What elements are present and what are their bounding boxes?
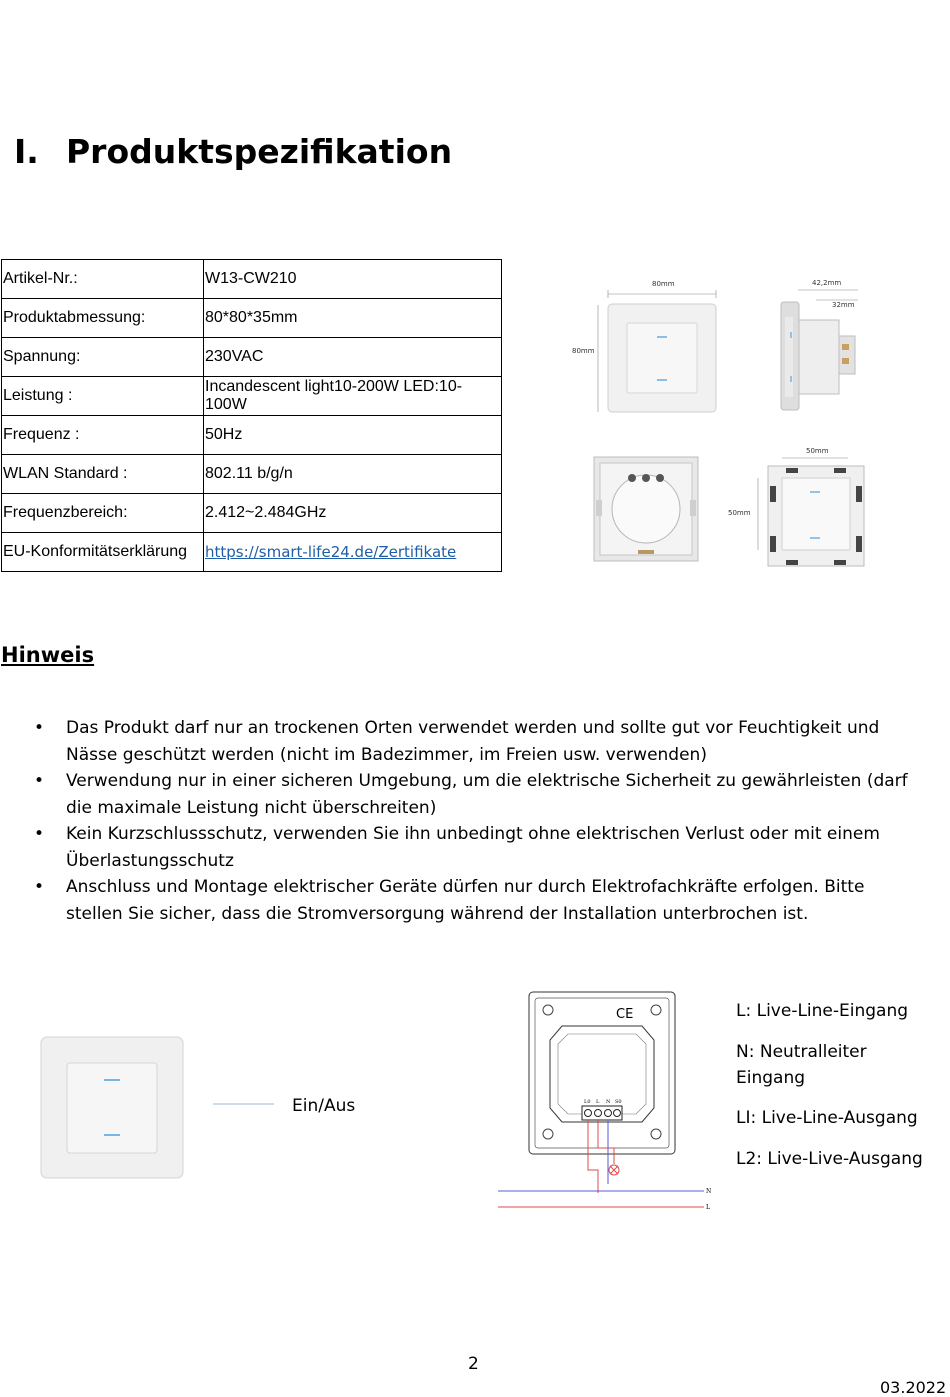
bullet-icon: • (34, 824, 45, 844)
list-item (34, 821, 918, 874)
note-text: Verwendung nur in einer sicheren Umgebung, um die elektrische Sicherheit zu gewährleisten (darf die maximale Leistung nicht überschreiten) (66, 771, 908, 818)
table-row (2, 377, 502, 416)
spec-key: Frequenzbereich: (2, 494, 204, 533)
line-label-l: L (706, 1204, 710, 1211)
notes-heading: Hinweis (1, 643, 95, 667)
certificate-link[interactable]: https://smart-life24.de/Zertifikate (205, 542, 457, 561)
switch-front-image (38, 1034, 278, 1184)
spec-value: 50Hz (204, 416, 502, 455)
table-row (2, 494, 502, 533)
note-text: Das Produkt darf nur an trockenen Orten verwendet werden und sollte gut vor Feuchtigkeit und Nässe geschützt werden (nicht im Badezimmer, im Freien usw. verwenden) (66, 718, 880, 765)
document-date: 03.2022 (880, 1378, 947, 1397)
spec-value: W13-CW210 (204, 260, 502, 299)
spec-key: WLAN Standard : (2, 455, 204, 494)
dim-front-width: 80mm (652, 280, 675, 288)
spec-key: Spannung: (2, 338, 204, 377)
section-title: Produktspezifikation (66, 132, 453, 171)
module-view-image (728, 447, 864, 566)
list-item (34, 768, 918, 821)
product-dimension-drawings (560, 272, 880, 582)
wiring-legend-l1: LI: Live-Line-Ausgang (736, 1108, 918, 1128)
wiring-legend-l: L: Live-Line-Eingang (736, 1001, 909, 1021)
dim-front-height: 80mm (572, 347, 595, 355)
spec-key: Artikel-Nr.: (2, 260, 204, 299)
bullet-icon: • (34, 877, 45, 897)
switch-label: Ein/Aus (292, 1096, 356, 1116)
front-view-image (572, 280, 716, 412)
section-number: I. (14, 132, 39, 171)
section-heading (14, 132, 452, 171)
notes-list (34, 715, 918, 927)
bullet-icon: • (34, 718, 45, 738)
line-label-n: N (706, 1188, 712, 1195)
spec-key: Leistung : (2, 377, 204, 416)
dim-side-depth: 42,2mm (812, 279, 842, 287)
spec-key: Frequenz : (2, 416, 204, 455)
dim-module-height: 50mm (728, 509, 751, 517)
dim-module-width: 50mm (806, 447, 829, 455)
spec-key: EU-Konformitätserklärung (2, 533, 204, 572)
spec-key: Produktabmessung: (2, 299, 204, 338)
back-view-image (594, 457, 698, 561)
table-row (2, 299, 502, 338)
terminal-label: N (606, 1099, 611, 1105)
table-row (2, 260, 502, 299)
spec-value: 802.11 b/g/n (204, 455, 502, 494)
terminal-label: L (596, 1099, 600, 1105)
table-row (2, 455, 502, 494)
table-row (2, 338, 502, 377)
spec-value: 230VAC (204, 338, 502, 377)
wiring-diagram (496, 988, 722, 1214)
dim-side-inner: 32mm (832, 301, 855, 309)
spec-table (1, 259, 502, 572)
terminal-label: L0 (584, 1099, 591, 1105)
spec-value-link-cell (204, 533, 502, 572)
spec-value: 2.412~2.484GHz (204, 494, 502, 533)
side-view-image (781, 279, 858, 410)
spec-value: 80*80*35mm (204, 299, 502, 338)
page-number: 2 (468, 1354, 479, 1374)
wiring-legend-n: N: Neutralleiter Eingang (736, 1042, 867, 1088)
list-item (34, 715, 918, 768)
bullet-icon: • (34, 771, 45, 791)
note-text: Anschluss und Montage elektrischer Geräte dürfen nur durch Elektrofachkräfte erfolgen. Bitte stellen Sie sicher, dass die Stromversorgung während der Installation unterbrochen ist. (66, 877, 865, 924)
list-item (34, 874, 918, 927)
note-text: Kein Kurzschlussschutz, verwenden Sie ihn unbedingt ohne elektrischen Verlust oder mit einem Überlastungsschutz (66, 824, 880, 871)
table-row (2, 416, 502, 455)
table-row (2, 533, 502, 572)
wiring-legend-l2: L2: Live-Live-Ausgang (736, 1149, 923, 1169)
spec-value: Incandescent light10-200W LED:10-100W (204, 377, 502, 416)
ce-mark-icon: CE (616, 1007, 634, 1022)
terminal-label: S0 (615, 1099, 622, 1105)
